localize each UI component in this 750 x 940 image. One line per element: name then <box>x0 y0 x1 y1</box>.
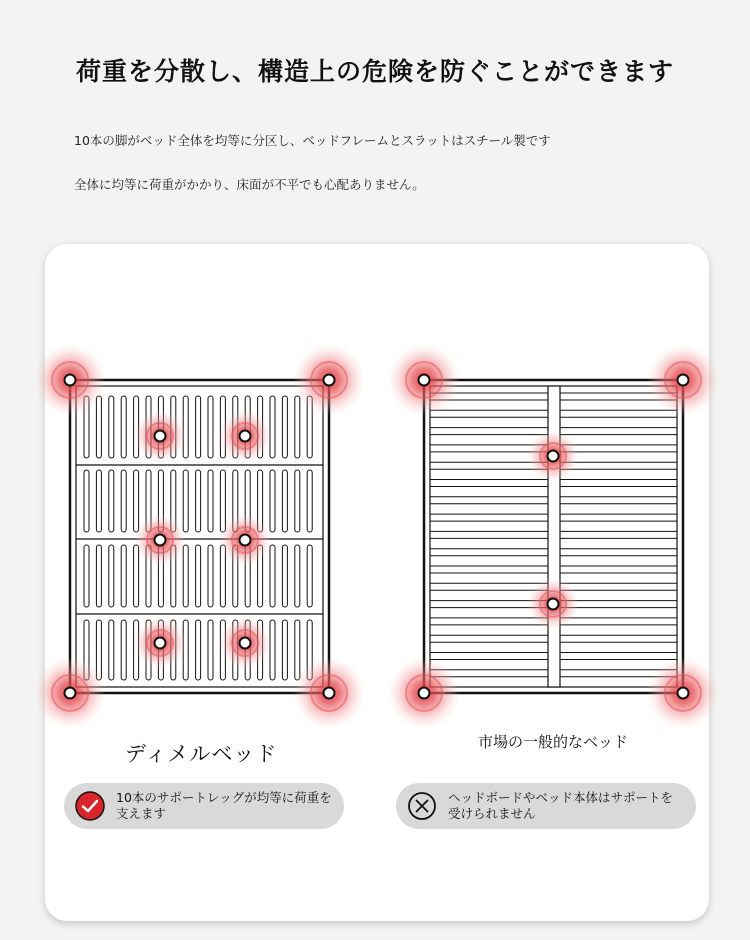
slat <box>96 396 101 458</box>
support-leg-point <box>419 688 430 699</box>
support-leg-point <box>324 375 335 386</box>
slat <box>196 545 201 607</box>
slat <box>270 620 275 680</box>
support-note-text: 10本のサポートレッグが均等に荷重を支えます <box>116 790 332 821</box>
slat <box>208 620 213 680</box>
ordinary-note <box>396 783 696 829</box>
support-leg-point <box>65 688 76 699</box>
slat <box>282 620 287 680</box>
support-leg-point <box>155 535 166 546</box>
support-leg-point <box>240 638 251 649</box>
slat <box>183 470 188 532</box>
slat <box>282 545 287 607</box>
check-circle-icon <box>74 790 106 822</box>
support-leg-point <box>65 375 76 386</box>
x-circle-icon <box>406 790 438 822</box>
slat <box>295 545 300 607</box>
slat <box>134 470 139 532</box>
slat <box>109 545 114 607</box>
slat <box>121 470 126 532</box>
support-leg-point <box>240 535 251 546</box>
description-line-1: 10本の脚がベッド全体を均等に分区し、ベッドフレームとスラットはスチール製です <box>74 133 551 148</box>
slat <box>109 396 114 458</box>
slat <box>307 545 312 607</box>
slat <box>134 545 139 607</box>
slat <box>295 396 300 458</box>
slat <box>208 396 213 458</box>
slat <box>121 545 126 607</box>
slat <box>183 545 188 607</box>
slat <box>295 620 300 680</box>
slat <box>109 620 114 680</box>
support-leg-point <box>548 599 559 610</box>
slat <box>84 470 89 532</box>
slat <box>282 396 287 458</box>
slat <box>270 396 275 458</box>
support-leg-point <box>419 375 430 386</box>
slat <box>96 470 101 532</box>
support-leg-point <box>678 375 689 386</box>
slat <box>208 545 213 607</box>
slat <box>295 470 300 532</box>
support-note <box>64 783 344 829</box>
support-leg-point <box>324 688 335 699</box>
slat <box>109 470 114 532</box>
slat <box>307 470 312 532</box>
support-leg-point <box>678 688 689 699</box>
slat <box>84 545 89 607</box>
slat <box>196 396 201 458</box>
slat <box>121 396 126 458</box>
slat <box>208 470 213 532</box>
support-leg-point <box>548 451 559 462</box>
description-line-2: 全体に均等に荷重がかかり、床面が不平でも心配ありません。 <box>74 177 425 192</box>
support-leg-point <box>155 638 166 649</box>
slat <box>196 470 201 532</box>
support-leg-point <box>155 431 166 442</box>
support-bed-caption: ディメルベッド <box>125 742 278 766</box>
slat <box>96 545 101 607</box>
ordinary-bed-frame <box>424 380 683 693</box>
ordinary-bed-caption: 市場の一般的なベッド <box>478 733 629 751</box>
support-bed-frame <box>70 380 329 693</box>
page-title: 荷重を分散し、構造上の危険を防ぐことができます <box>75 57 674 86</box>
slat <box>220 470 225 532</box>
support-leg-point <box>240 431 251 442</box>
slat <box>196 620 201 680</box>
ordinary-note-text: ヘッドボードやベッド本体はサポートを受けられません <box>448 790 674 821</box>
slat <box>121 620 126 680</box>
slat <box>270 545 275 607</box>
slat <box>282 470 287 532</box>
slat <box>270 470 275 532</box>
